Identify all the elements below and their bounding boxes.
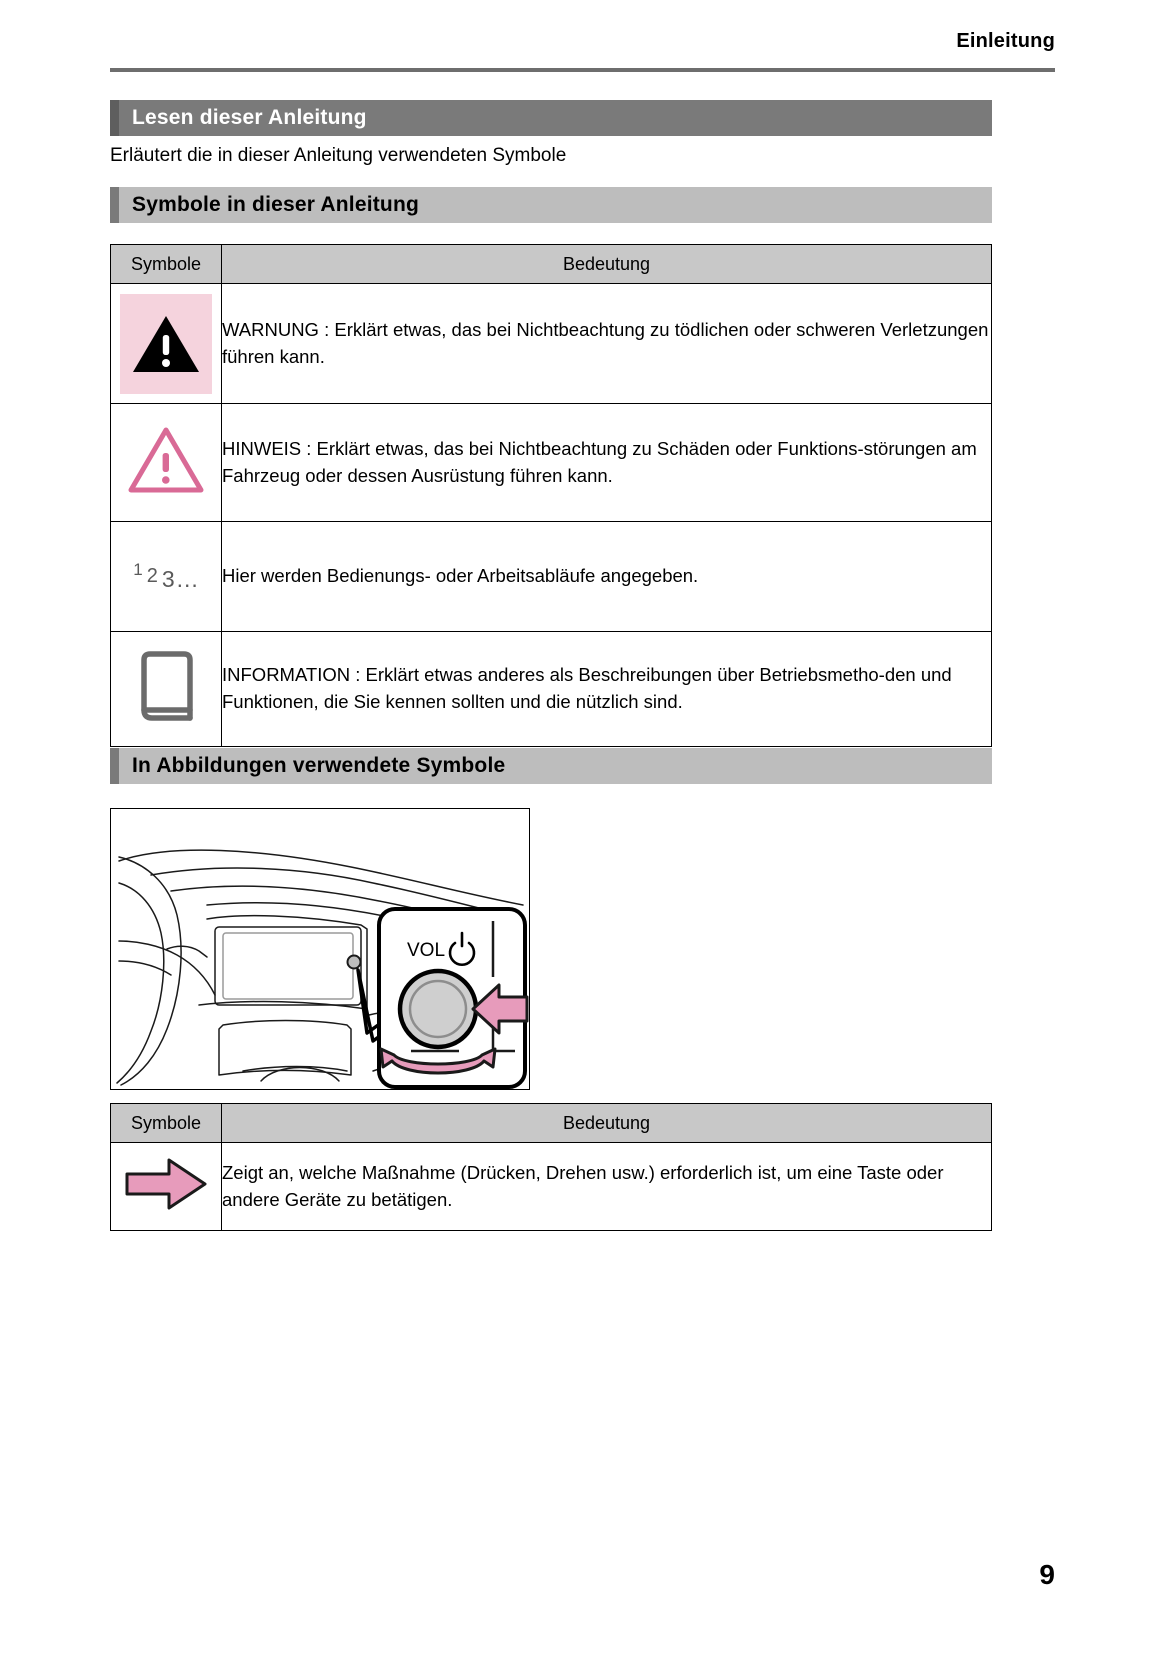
subsection-title: In Abbildungen verwendete Symbole [132,754,506,777]
column-header-symbole: Symbole [111,1104,222,1143]
section-bar-in-abbildungen-verwendete-symbole [110,748,992,784]
step-number-three: 3 [161,566,175,592]
symbol-cell-information [111,632,222,747]
step-number-ellipsis: ... [176,566,199,592]
illustration-symbols-table [110,1103,992,1231]
section-bar-symbole-in-dieser-anleitung [110,187,992,223]
symbol-cell-arrow [111,1143,222,1231]
bar-accent [110,748,119,784]
step-number-one: 1 [133,560,143,579]
table-row [111,632,992,747]
symbol-cell-notice [111,404,222,522]
meaning-cell-notice [222,404,992,522]
vol-label: VOL [407,940,446,961]
notice-triangle-icon [127,482,205,499]
bar-accent [110,100,119,136]
warning-triangle-icon [120,294,212,394]
table-row [111,522,992,632]
section-bar-lesen-dieser-anleitung [110,100,992,136]
column-header-symbole: Symbole [111,245,222,284]
symbol-cell-warning [111,284,222,404]
section-title: Lesen dieser Anleitung [132,106,367,129]
dashboard-audio-callout-illustration [110,808,530,1090]
intro-paragraph: Erläutert die in dieser Anleitung verwendeten Symbole [110,145,567,166]
subsection-title: Symbole in dieser Anleitung [132,193,420,216]
meaning-text: HINWEIS : Erklärt etwas, das bei Nichtbeachtung zu Schäden oder Funktions-störungen am Fahrzeug oder dessen Ausrüstung führen kann. [222,437,977,486]
column-header-bedeutung: Bedeutung [222,245,992,284]
meaning-cell-warning: WARNUNG : Erklärt etwas, das bei Nichtbeachtung zu tödlichen oder schweren Verletzungen führen kann. [222,284,992,404]
table-header-row [111,1104,992,1143]
running-header [110,30,1055,70]
step-number-two: 2 [146,565,158,587]
symbols-table [110,244,992,747]
bar-accent [110,187,119,223]
table-row [111,284,992,404]
meaning-cell-steps: Hier werden Bedienungs- oder Arbeitsabläufe angegeben. [222,522,992,632]
table-header-row [111,245,992,284]
meaning-cell-arrow: Zeigt an, welche Maßnahme (Drücken, Drehen usw.) erforderlich ist, um eine Taste oder andere Geräte zu betätigen. [222,1143,992,1231]
book-icon [134,713,198,730]
meaning-text: INFORMATION : Erklärt etwas anderes als Beschreibungen über Betriebsmetho-den und Funktionen, die Sie kennen sollten und die nützlich sind. [222,664,952,712]
pink-arrow-icon [123,1199,209,1216]
table-row [111,1143,992,1231]
symbol-cell-steps [111,522,222,632]
page-number: 9 [1039,1559,1055,1590]
meaning-cell-information [222,632,992,747]
header-divider [110,68,1055,72]
column-header-bedeutung: Bedeutung [222,1104,992,1143]
table-row [111,404,992,522]
running-header-title: Einleitung [956,30,1055,52]
